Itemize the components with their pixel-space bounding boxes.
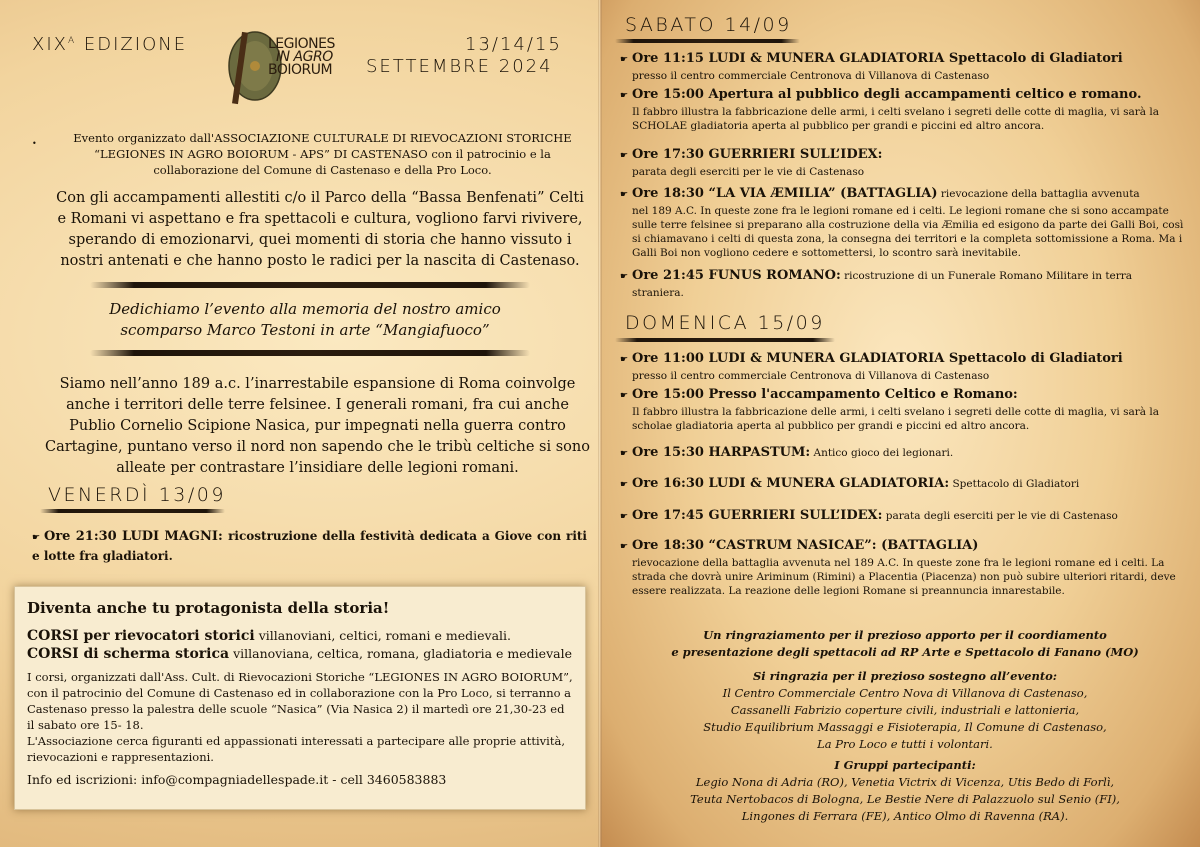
organizer-text: Evento organizzato dall'ASSOCIAZIONE CULTURALE DI RIEVOCAZIONI STORICHE “LEGIONES IN AGRO BOIORUM - APS” DI CASTENASO con il patrocinio e la collaborazione del Comune di Castenaso e della Pro Loco. (73, 131, 572, 177)
event-dates: 13/14/15 (465, 34, 562, 55)
pointing-hand-icon: ☛ (620, 91, 629, 101)
venerdi-event (32, 527, 587, 566)
event-inline-desc: Antico gioco dei legionari. (810, 447, 954, 459)
sponsors-title: Si ringrazia per il prezioso sostegno all’evento: (752, 669, 1058, 683)
intro-paragraph: Con gli accampamenti allestiti c/o il Parco della “Bassa Benfenati” Celti e Romani vi aspettano e fra spettacoli e cultura, vogliono farvi rivivere, sperando di emozionarvi, quei momenti di storia che hanno vissuto i nostri antenati e che hanno posto le radici per la nascita di Castenaso. (56, 190, 584, 269)
event-inline-desc: Spettacolo di Gladiatori (949, 478, 1080, 490)
dedication-line-1: Dedichiamo l’evento alla memoria del nostro amico (109, 300, 501, 318)
pointing-hand-icon: ☛ (620, 449, 629, 459)
acknowledgement (620, 627, 1190, 661)
sponsor-line: Il Centro Commerciale Centro Nova di Villanova di Castenaso, (722, 686, 1088, 700)
association-text: L'Associazione cerca figuranti ed appassionati interessati a partecipare alle proprie attività, rievocazioni e rappresentazioni. (27, 734, 565, 764)
sponsors (620, 668, 1190, 753)
courses-line-1-rest: villanoviani, celtici, romani e medievali. (258, 628, 511, 643)
participating-groups (620, 757, 1190, 825)
courses-line-2-bold: CORSI di scherma storica (27, 646, 230, 662)
courses-line-1 (27, 627, 575, 645)
venerdi-title: VENERDÌ 13/09 (48, 484, 226, 506)
domenica-event (620, 537, 1190, 598)
sabato-event (620, 50, 1190, 83)
event-desc: presso il centro commerciale Centronova di Villanova di Castenaso (632, 70, 990, 82)
domenica-underline (615, 338, 835, 342)
pointing-hand-icon: ☛ (620, 55, 629, 65)
sponsor-line: La Pro Loco e tutti i volontari. (817, 737, 993, 751)
courses-line-1-bold: CORSI per rievocatori storici (27, 628, 255, 644)
event-desc: Il fabbro illustra la fabbricazione delle armi, i celti svelano i segreti delle cotte di maglia, vi sarà la scholae gladiatoria aperta al pubblico per grandi e piccini ed altro ancora. (632, 406, 1159, 432)
event-head: Ore 15:00 Presso l'accampamento Celtico e Romano: (632, 387, 1018, 402)
sabato-event (620, 185, 1190, 260)
event-inline-desc: ricostruzione di un Funerale Romano Militare in terra (840, 270, 1133, 282)
event-inline-desc: parata degli eserciti per le vie di Castenaso (882, 510, 1118, 522)
sabato-underline (615, 39, 800, 43)
dedication (40, 299, 570, 341)
event-head: Ore 15:00 Apertura al pubblico degli accampamenti celtico e romano. (632, 87, 1142, 102)
domenica-event (620, 350, 1190, 383)
domenica-title: DOMENICA 15/09 (625, 312, 825, 334)
domenica-event (620, 475, 1190, 494)
sponsor-line: Cassanelli Fabrizio coperture civili, industriali e lattonieria, (730, 703, 1080, 717)
sponsor-line: Studio Equilibrium Massaggi e Fisioterapia, Il Comune di Castenaso, (703, 720, 1107, 734)
event-head: Ore 15:30 HARPASTUM: (632, 445, 811, 460)
courses-line-2 (27, 645, 575, 663)
group-line: Lingones di Ferrara (FE), Antico Olmo di Ravenna (RA). (741, 809, 1069, 823)
edition-number: XIX (32, 34, 68, 55)
sabato-event (620, 146, 1190, 179)
page-fold (598, 0, 602, 847)
bullet-dot: • (32, 139, 37, 148)
event-desc: straniera. (632, 287, 684, 299)
domenica-event (620, 444, 1190, 463)
group-line: Legio Nona di Adria (RO), Venetia Victrix di Vicenza, Utis Bedo di Forlì, (695, 775, 1115, 789)
venerdi-event-head: Ore 21:30 LUDI MAGNI: (44, 529, 223, 544)
courses-box (14, 586, 586, 810)
pointing-hand-icon: ☛ (620, 480, 629, 490)
groups-title: I Gruppi partecipanti: (834, 758, 976, 772)
pointing-hand-icon: ☛ (620, 272, 629, 282)
group-line: Teuta Nertobacos di Bologna, Le Bestie Nere di Palazzuolo sul Senio (FI), (690, 792, 1120, 806)
courses-info: I corsi, organizzati dall'Ass. Cult. di Rievocazioni Storiche “LEGIONES IN AGRO BOIORUM”, con il patrocinio del Comune di Castenaso ed in collaborazione con la Pro Loco, si terranno a Castenaso presso la palestra delle scuole “Nasica” (Via Nasica 2) il martedì ore 21,30-23 ed il sabato ore 15- 18. (27, 670, 573, 732)
edition-label (32, 34, 187, 55)
event-month-year: SETTEMBRE 2024 (366, 56, 553, 77)
domenica-event (620, 386, 1190, 433)
event-desc: Il fabbro illustra la fabbricazione delle armi, i celti svelano i segreti delle cotte di maglia, vi sarà la SCHOLAE gladiatoria aperta al pubblico per grandi e piccini ed altro ancora. (632, 106, 1159, 132)
logo-line-2: IN AGRO (276, 49, 333, 65)
history-paragraph: Siamo nell’anno 189 a.c. l’inarrestabile espansione di Roma coinvolge anche i territori delle terre felsinee. I generali romani, fra cui anche Publio Cornelio Scipione Nasica, pur impegnati nella guerra contro Cartagine, puntano verso il nord non sapendo che le tribù celtiche si sono alleate per contrastare l’insidiare delle legioni romani. (45, 376, 590, 476)
event-desc: parata degli eserciti per le vie di Castenaso (632, 166, 865, 178)
contact-info[interactable]: Info ed iscrizioni: info@compagniadellespade.it - cell 3460583883 (27, 772, 447, 787)
domenica-event (620, 507, 1190, 526)
logo-text (268, 38, 335, 77)
logo-line-3: BOIORUM (268, 62, 333, 78)
event-head: Ore 17:30 GUERRIERI SULL’IDEX: (632, 147, 883, 162)
thanks-line-1: Un ringraziamento per il prezioso apporto per il coordiamento (703, 628, 1107, 642)
pointing-hand-icon: ☛ (620, 391, 629, 401)
pointing-hand-icon: ☛ (620, 190, 629, 200)
dedication-line-2: scomparso Marco Testoni in arte “Mangiafuoco” (120, 321, 490, 339)
brush-divider (90, 350, 530, 356)
event-desc: rievocazione della battaglia avvenuta nel 189 A.C. In queste zone fra le legioni romane ed i celti. La strada che dovrà unire Ariminum (Rimini) a Placentia (Piacenza) non può subire ulteriori ritardi, deve essere realizzata. La reazione delle legioni Romane si preannuncia innarestabile. (632, 557, 1176, 597)
sabato-event (620, 267, 1190, 300)
thanks-line-2: e presentazione degli spettacoli ad RP Arte e Spettacolo di Fanano (MO) (671, 645, 1139, 659)
event-head: Ore 16:30 LUDI & MUNERA GLADIATORIA: (632, 476, 950, 491)
event-inline-desc: rievocazione della battaglia avvenuta (937, 188, 1140, 200)
edition-word: EDIZIONE (83, 34, 188, 55)
sabato-event (620, 86, 1190, 133)
event-desc: nel 189 A.C. In queste zone fra le legioni romane ed i celti. Le legioni romane che si sono accampate sulle terre felsinee si preparano alla costruzione della via Æmilia ed esigono da parte dei Galli Boi, così si chiamavano i celti di questa zona, la consegna dei territori e la completa sottomissione a Roma. Ma i Galli Boi non vogliono cedere e sottomettersi, lo scontro sarà inevitabile. (632, 205, 1184, 259)
venerdi-underline (40, 509, 225, 513)
event-head: Ore 11:00 LUDI & MUNERA GLADIATORIA Spettacolo di Gladiatori (632, 351, 1123, 366)
brush-divider (90, 282, 530, 288)
courses-title: Diventa anche tu protagonista della storia! (27, 599, 390, 617)
event-head: Ore 21:45 FUNUS ROMANO: (632, 268, 841, 283)
event-head: Ore 11:15 LUDI & MUNERA GLADIATORIA Spettacolo di Gladiatori (632, 51, 1123, 66)
pointing-hand-icon: ☛ (32, 533, 41, 543)
event-desc: presso il centro commerciale Centronova di Villanova di Castenaso (632, 370, 990, 382)
pointing-hand-icon: ☛ (620, 512, 629, 522)
pointing-hand-icon: ☛ (620, 542, 629, 552)
sabato-title: SABATO 14/09 (625, 14, 792, 36)
event-head: Ore 17:45 GUERRIERI SULL’IDEX: (632, 508, 883, 523)
edition-sup: A (67, 36, 77, 46)
venerdi-event-desc: ricostruzione della festività dedicata a Giove con riti e lotte fra gladiatori. (32, 529, 587, 563)
logo-line-1: LEGIONES (268, 36, 335, 52)
pointing-hand-icon: ☛ (620, 355, 629, 365)
pointing-hand-icon: ☛ (620, 151, 629, 161)
courses-line-2-rest: villanoviana, celtica, romana, gladiatoria e medievale (233, 646, 572, 661)
event-head: Ore 18:30 “LA VIA ÆMILIA” (BATTAGLIA) (632, 186, 938, 201)
event-head: Ore 18:30 “CASTRUM NASICAE”: (BATTAGLIA) (632, 538, 979, 553)
